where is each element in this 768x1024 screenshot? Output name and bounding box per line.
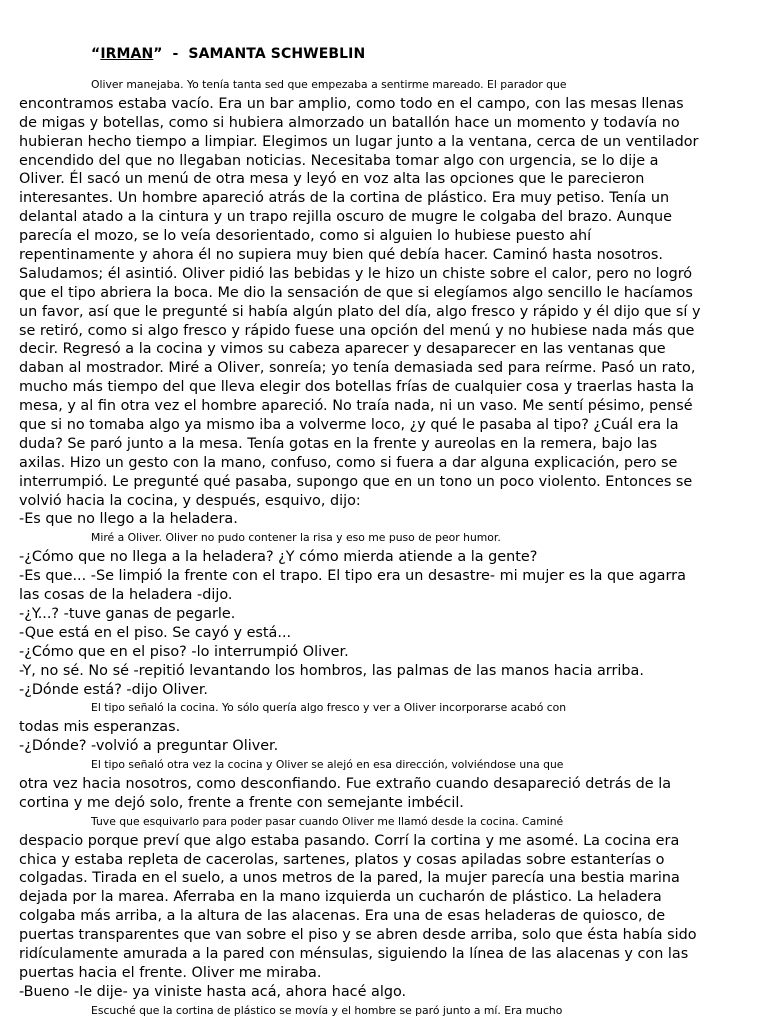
- text-line: Tuve que esquivarlo para poder pasar cuando Oliver me llamó desde la cocina. Caminé: [91, 814, 564, 828]
- text-line: Oliver manejaba. Yo tenía tanta sed que empezaba a sentirme mareado. El parador que: [91, 78, 567, 91]
- story-body: [19, 76, 759, 1021]
- text-line: de migas y botellas, como si hubiera almorzado un batallón hace un momento y todavía no: [19, 114, 680, 131]
- text-line: parecía el mozo, se lo veía desorientado, como si alguien lo hubiese puesto ahí: [19, 228, 592, 245]
- text-line: -¿Dónde está? -dijo Oliver.: [19, 681, 208, 698]
- text-line: colgadas. Tirada en el suelo, a unos metros de la pared, la mujer parecía una bestia marina: [19, 870, 680, 887]
- text-line: -Es que no llego a la heladera.: [19, 511, 238, 528]
- text-line: otra vez hacia nosotros, como desconfiando. Fue extraño cuando desapareció detrás de la: [19, 775, 672, 792]
- text-line: Oliver. Él sacó un menú de otra mesa y leyó en voz alta las opciones que le parecieron: [19, 171, 645, 188]
- story-title: IRMAN: [100, 46, 154, 62]
- text-line: interrumpió. Le pregunté qué pasaba, supongo que en un tono un poco violento. Entonces se: [19, 473, 693, 490]
- text-line: El tipo señaló la cocina. Yo sólo quería algo fresco y ver a Oliver incorporarse acabó con: [91, 701, 567, 715]
- text-line: Miré a Oliver. Oliver no pudo contener la risa y eso me puso de peor humor.: [91, 531, 501, 545]
- text-line: Escuché que la cortina de plástico se movía y el hombre se paró junto a mí. Era mucho: [91, 1003, 563, 1017]
- text-line: un favor, así que le pregunté si había algún plato del día, algo fresco y rápido y él dijo que sí y: [19, 303, 701, 320]
- text-line: duda? Se paró junto a la mesa. Tenía gotas en la frente y aureolas en la remera, bajo las: [19, 435, 658, 452]
- text-line: -¿Y...? -tuve ganas de pegarle.: [19, 605, 236, 622]
- text-line: puertas hacia el frente. Oliver me miraba.: [19, 964, 322, 981]
- text-line: hubieran hecho tiempo a limpiar. Elegimos un lugar junto a la ventana, cerca de un ventilador: [19, 133, 699, 150]
- text-line: delantal atado a la cintura y un trapo rejilla oscuro de mugre le colgaba del brazo. Aunque: [19, 209, 672, 226]
- text-line: chica y estaba repleta de cacerolas, sartenes, platos y cosas apiladas sobre estanterías o: [19, 851, 665, 868]
- text-line: mesa, y al fin otra vez el hombre apareció. No traía nada, ni un vaso. Me sentí pésimo, pensé: [19, 398, 693, 415]
- text-line: dejada por la marea. Aferraba en la mano izquierda un cucharón de plástico. La heladera: [19, 889, 662, 906]
- text-line: Saludamos; él asintió. Oliver pidió las bebidas y le hizo un chiste sobre el calor, pero no logró: [19, 265, 693, 282]
- title-open-quote: “: [91, 46, 101, 62]
- text-line: decir. Regresó a la cocina y vimos su cabeza aparecer y desaparecer en las ventanas que: [19, 341, 666, 358]
- text-line: colgaba más arriba, a la altura de las alacenas. Era una de esas heladeras de quiosco, de: [19, 908, 666, 925]
- text-line: -Es que... -Se limpió la frente con el trapo. El tipo era un desastre- mi mujer es la que agarra: [19, 568, 686, 585]
- text-line: encendido del que no llegaban noticias. Necesitaba tomar algo con urgencia, se lo dije a: [19, 152, 659, 169]
- text-line: ridículamente amurada a la pared con ménsulas, siguiendo la línea de las alacenas y con las: [19, 945, 689, 962]
- text-line: daban al mostrador. Miré a Oliver, sonreía; yo tenía demasiada sed para reírme. Pasó un rato,: [19, 360, 696, 377]
- text-line: volvió hacia la cocina, y después, esquivo, dijo:: [19, 492, 361, 509]
- text-line: puertas transparentes que van sobre el piso y se abren desde arriba, solo que ésta había sido: [19, 927, 697, 944]
- text-line: axilas. Hizo un gesto con la mano, confuso, como si fuera a dar alguna explicación, pero se: [19, 454, 678, 471]
- text-line: despacio porque preví que algo estaba pasando. Corrí la cortina y me asomé. La cocina era: [19, 832, 680, 849]
- text-line: -¿Cómo que no llega a la heladera? ¿Y cómo mierda atiende a la gente?: [19, 549, 538, 566]
- text-line: -¿Cómo que en el piso? -lo interrumpió Oliver.: [19, 643, 349, 660]
- text-line: encontramos estaba vacío. Era un bar amplio, como todo en el campo, con las mesas llenas: [19, 95, 684, 112]
- text-line: -¿Dónde? -volvió a preguntar Oliver.: [19, 738, 279, 755]
- text-line: todas mis esperanzas.: [19, 719, 181, 736]
- text-line: cortina y me dejó solo, frente a frente con semejante imbécil.: [19, 794, 464, 811]
- text-line: repentinamente y ahora él no supiera muy bien qué debía hacer. Caminó hasta nosotros.: [19, 247, 663, 264]
- text-line: las cosas de la heladera -dijo.: [19, 587, 233, 604]
- document-title: [91, 45, 365, 64]
- text-line: -Que está en el piso. Se cayó y está...: [19, 624, 292, 641]
- text-line: -Y, no sé. No sé -repitió levantando los hombros, las palmas de las manos hacia arriba.: [19, 662, 644, 679]
- title-author: ” - SAMANTA SCHWEBLIN: [153, 46, 366, 62]
- text-line: mucho más tiempo del que lleva elegir dos botellas frías de cualquier cosa y traerlas hasta la: [19, 379, 695, 396]
- text-line: interesantes. Un hombre apareció atrás de la cortina de plástico. Era muy petiso. Tenía un: [19, 190, 670, 207]
- text-line: que si no tomaba algo ya mismo iba a volverme loco, ¿y qué le pasaba al tipo? ¿Cuál era la: [19, 417, 679, 434]
- text-line: El tipo señaló otra vez la cocina y Oliver se alejó en esa dirección, volviéndose una que: [91, 758, 564, 772]
- text-line: se retiró, como si algo fresco y rápido fuese una opción del menú y no hubiese nada más que: [19, 322, 695, 339]
- text-line: que el tipo abriera la boca. Me dio la sensación de que si elegíamos algo sencillo le hacíamos: [19, 284, 693, 301]
- text-line: -Bueno -le dije- ya viniste hasta acá, ahora hacé algo.: [19, 983, 407, 1000]
